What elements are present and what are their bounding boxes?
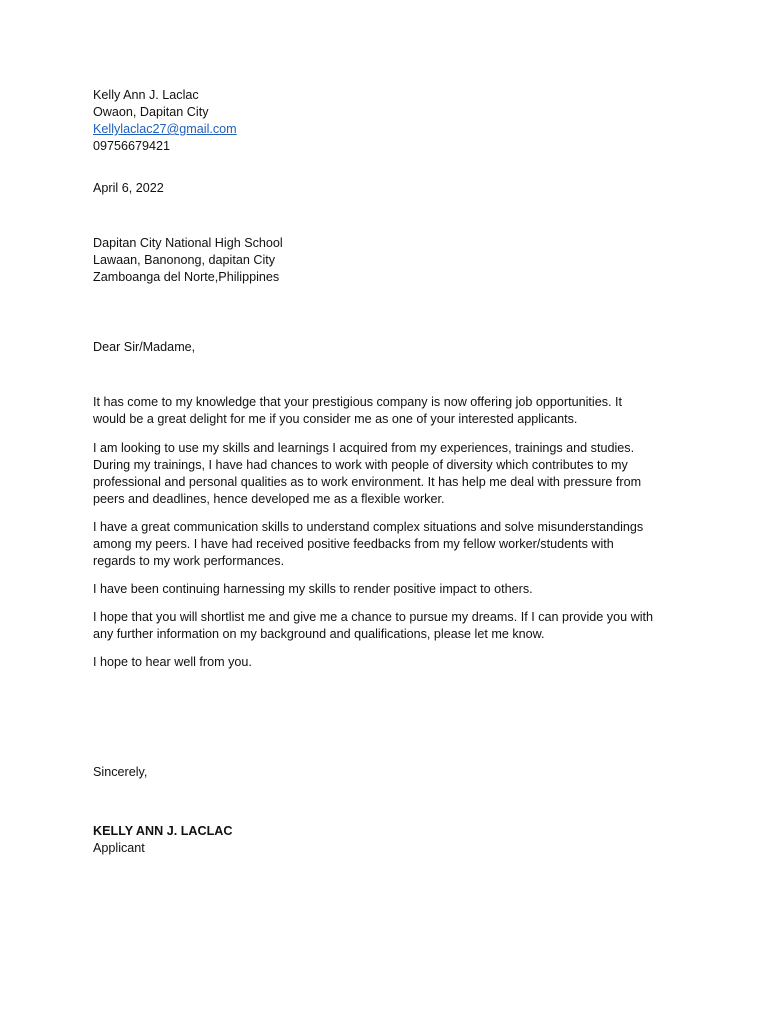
recipient-line-3: Zamboanga del Norte,Philippines bbox=[93, 270, 280, 284]
sender-address: Owaon, Dapitan City bbox=[93, 105, 209, 119]
sender-block bbox=[93, 87, 693, 155]
body-line: I hope to hear well from you. bbox=[93, 655, 252, 669]
body-paragraph-1 bbox=[93, 394, 683, 428]
body-line: would be a great delight for me if you consider me as one of your interested applicants. bbox=[93, 412, 578, 426]
salutation: Dear Sir/Madame, bbox=[93, 340, 196, 354]
body-line: any further information on my background and qualifications, please let me know. bbox=[93, 627, 545, 641]
recipient-block bbox=[93, 235, 693, 286]
date-block bbox=[93, 180, 693, 197]
recipient-line-1: Dapitan City National High School bbox=[93, 236, 283, 250]
body-paragraph-4 bbox=[93, 581, 683, 598]
body-line: peers and deadlines, hence developed me as a flexible worker. bbox=[93, 492, 445, 506]
letter-date: April 6, 2022 bbox=[93, 181, 164, 195]
signature-name: KELLY ANN J. LACLAC bbox=[93, 824, 233, 838]
body-paragraph-6 bbox=[93, 654, 683, 671]
recipient-line-2: Lawaan, Banonong, dapitan City bbox=[93, 253, 276, 267]
sender-email-link[interactable]: Kellylaclac27@gmail.com bbox=[93, 122, 237, 136]
closing-block bbox=[93, 764, 693, 781]
body-line: professional and personal qualities as to work environment. It has help me deal with pressure from bbox=[93, 475, 642, 489]
sender-name: Kelly Ann J. Laclac bbox=[93, 88, 199, 102]
body-paragraph-3 bbox=[93, 519, 683, 570]
body-line: I have a great communication skills to understand complex situations and solve misunderstandings bbox=[93, 520, 644, 534]
body-line: I have been continuing harnessing my skills to render positive impact to others. bbox=[93, 582, 533, 596]
body-line: During my trainings, I have had chances to work with people of diversity which contributes to my bbox=[93, 458, 628, 472]
body-line: among my peers. I have had received positive feedbacks from my fellow worker/students with bbox=[93, 537, 614, 551]
body-paragraph-5 bbox=[93, 609, 683, 643]
signature-title: Applicant bbox=[93, 841, 145, 855]
body-line: regards to my work performances. bbox=[93, 554, 285, 568]
body-line: It has come to my knowledge that your prestigious company is now offering job opportunities. It bbox=[93, 395, 622, 409]
body-paragraph-2 bbox=[93, 440, 683, 508]
body-line: I am looking to use my skills and learnings I acquired from my experiences, trainings and studies. bbox=[93, 441, 635, 455]
signature-block bbox=[93, 823, 693, 857]
closing: Sincerely, bbox=[93, 765, 148, 779]
salutation-block bbox=[93, 339, 693, 356]
sender-phone: 09756679421 bbox=[93, 139, 171, 153]
body-line: I hope that you will shortlist me and give me a chance to pursue my dreams. If I can provide you with bbox=[93, 610, 653, 624]
